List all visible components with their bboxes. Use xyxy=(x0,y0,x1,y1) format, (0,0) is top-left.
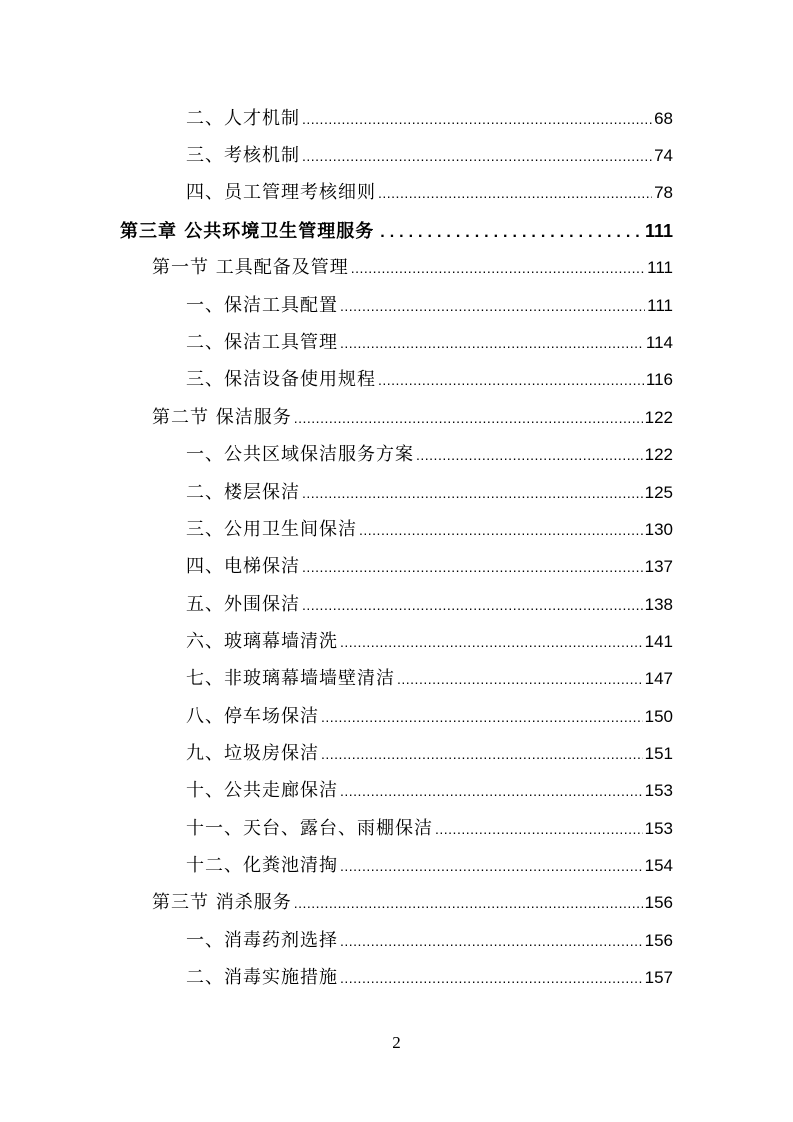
dot-leader xyxy=(380,221,639,245)
toc-entry-page: 138 xyxy=(644,595,673,614)
toc-entry-title: 二、楼层保洁 xyxy=(186,482,300,503)
dot-leader xyxy=(302,555,643,579)
toc-entry-title: 六、玻璃幕墙清洗 xyxy=(186,631,338,652)
dot-leader xyxy=(321,705,643,729)
toc-entry[interactable] xyxy=(186,779,673,803)
toc-entry-page: 130 xyxy=(644,520,673,539)
toc-entry[interactable] xyxy=(186,144,673,168)
dot-leader xyxy=(340,331,644,355)
toc-section-title: 第二节 保洁服务 xyxy=(152,407,292,428)
toc-section-page: 111 xyxy=(647,258,673,277)
toc-entry[interactable] xyxy=(186,854,673,878)
toc-entry[interactable] xyxy=(186,368,673,392)
toc-entry-title: 八、停车场保洁 xyxy=(186,706,319,727)
page-number: 2 xyxy=(392,1033,401,1052)
toc-section-entry[interactable] xyxy=(152,256,673,280)
toc-entry-title: 二、保洁工具管理 xyxy=(186,332,338,353)
dot-leader xyxy=(302,144,652,168)
toc-entry-title: 十二、化粪池清掏 xyxy=(186,855,338,876)
toc-entry-title: 十一、天台、露台、雨棚保洁 xyxy=(186,818,433,839)
toc-entry-page: 153 xyxy=(644,781,673,800)
toc-entry-page: 137 xyxy=(644,557,673,576)
toc-entry-title: 九、垃圾房保洁 xyxy=(186,743,319,764)
toc-entry[interactable] xyxy=(186,966,673,990)
toc-entry[interactable] xyxy=(186,929,673,953)
toc-section-page: 122 xyxy=(644,408,673,427)
toc-entry[interactable] xyxy=(186,817,673,841)
dot-leader xyxy=(435,817,643,841)
toc-entry[interactable] xyxy=(186,294,673,318)
toc-entry-title: 四、电梯保洁 xyxy=(186,556,300,577)
toc-entry-page: 78 xyxy=(654,183,673,202)
toc-entry-page: 154 xyxy=(644,856,673,875)
dot-leader xyxy=(378,181,652,205)
toc-entry-page: 111 xyxy=(647,296,673,315)
toc-entry-page: 153 xyxy=(644,819,673,838)
toc-entry-title: 一、消毒药剂选择 xyxy=(186,930,338,951)
toc-entry[interactable] xyxy=(186,593,673,617)
toc-entry-title: 三、公用卫生间保洁 xyxy=(186,519,357,540)
toc-entry[interactable] xyxy=(186,481,673,505)
toc-entry-page: 156 xyxy=(644,931,673,950)
toc-entry[interactable] xyxy=(186,555,673,579)
toc-entry-title: 五、外围保洁 xyxy=(186,594,300,615)
toc-entry-title: 三、保洁设备使用规程 xyxy=(186,369,376,390)
toc-entry-title: 二、消毒实施措施 xyxy=(186,967,338,988)
toc-section-title: 第三节 消杀服务 xyxy=(152,892,292,913)
toc-entry-page: 114 xyxy=(645,333,673,352)
toc-entry[interactable] xyxy=(186,705,673,729)
dot-leader xyxy=(340,966,643,990)
toc-entry-title: 十、公共走廊保洁 xyxy=(186,780,338,801)
dot-leader xyxy=(340,779,643,803)
toc-entry-page: 125 xyxy=(644,483,673,502)
toc-entry-title: 一、保洁工具配置 xyxy=(186,295,338,316)
dot-leader xyxy=(359,518,643,542)
toc-entry-title: 七、非玻璃幕墙墙壁清洁 xyxy=(186,668,395,689)
dot-leader xyxy=(294,406,643,430)
toc-entry-title: 三、考核机制 xyxy=(186,145,300,166)
toc-section-page: 156 xyxy=(644,893,673,912)
dot-leader xyxy=(340,630,643,654)
toc-section-entry[interactable] xyxy=(152,406,673,430)
dot-leader xyxy=(302,593,643,617)
toc-entry-page: 157 xyxy=(644,968,673,987)
dot-leader xyxy=(340,294,645,318)
toc-entry[interactable] xyxy=(186,742,673,766)
dot-leader xyxy=(397,667,643,691)
toc-entry-page: 122 xyxy=(644,445,673,464)
toc-entry-title: 四、员工管理考核细则 xyxy=(186,182,376,203)
dot-leader xyxy=(302,481,643,505)
toc-entry[interactable] xyxy=(186,443,673,467)
toc-entry-page: 141 xyxy=(644,632,673,651)
dot-leader xyxy=(340,929,643,953)
dot-leader xyxy=(351,256,645,280)
toc-entry-title: 二、人才机制 xyxy=(186,108,300,129)
toc-entry-page: 68 xyxy=(654,109,673,128)
toc-entry[interactable] xyxy=(186,107,673,131)
toc-section-entry[interactable] xyxy=(152,891,673,915)
dot-leader xyxy=(302,107,652,131)
dot-leader xyxy=(340,854,643,878)
toc-entry-page: 150 xyxy=(644,707,673,726)
toc-entry-page: 151 xyxy=(644,744,673,763)
toc-chapter-title: 第三章 公共环境卫生管理服务 xyxy=(120,221,375,242)
dot-leader xyxy=(378,368,644,392)
toc-entry-title: 一、公共区域保洁服务方案 xyxy=(186,444,414,465)
toc-entry[interactable] xyxy=(186,630,673,654)
toc-entry-page: 147 xyxy=(644,669,673,688)
dot-leader xyxy=(294,891,643,915)
toc-entry[interactable] xyxy=(186,667,673,691)
dot-leader xyxy=(416,443,643,467)
toc-chapter-page: 111 xyxy=(644,221,673,241)
dot-leader xyxy=(321,742,643,766)
toc-section-title: 第一节 工具配备及管理 xyxy=(152,257,349,278)
toc-entry[interactable] xyxy=(186,331,673,355)
toc-entry[interactable] xyxy=(186,181,673,205)
toc-chapter-entry[interactable] xyxy=(120,219,673,243)
toc-entry[interactable] xyxy=(186,518,673,542)
toc-entry-page: 116 xyxy=(645,370,673,389)
toc-entry-page: 74 xyxy=(654,146,673,165)
